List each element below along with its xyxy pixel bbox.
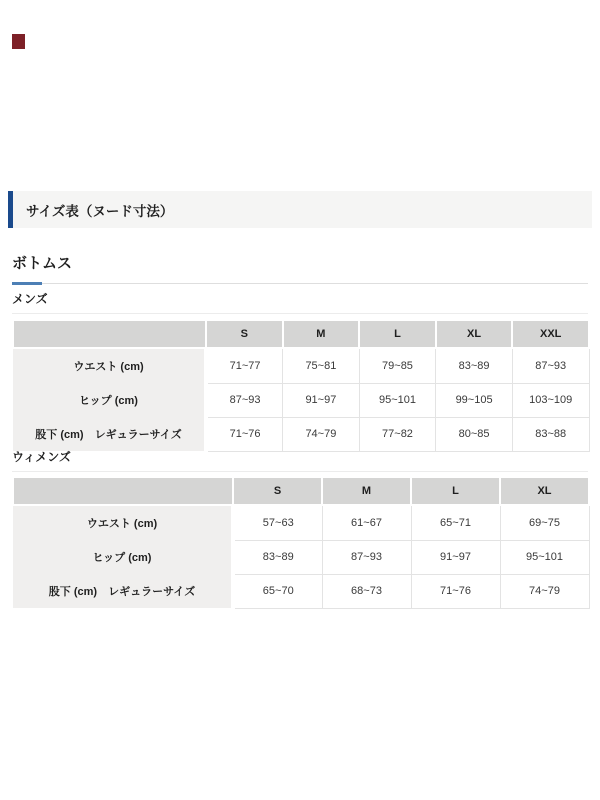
size-value-cell: 71~76 bbox=[411, 574, 500, 608]
size-col-header: M bbox=[283, 320, 360, 348]
table-row bbox=[13, 417, 589, 451]
womens-size-table bbox=[12, 476, 590, 609]
size-value-cell: 95~101 bbox=[500, 540, 589, 574]
mens-size-table bbox=[12, 319, 590, 452]
size-value-cell: 83~89 bbox=[436, 348, 513, 383]
womens-header-row bbox=[13, 477, 589, 505]
size-col-header: L bbox=[359, 320, 436, 348]
size-col-header: S bbox=[206, 320, 283, 348]
size-value-cell: 87~93 bbox=[512, 348, 589, 383]
size-value-cell: 69~75 bbox=[500, 505, 589, 540]
size-value-cell: 91~97 bbox=[283, 383, 360, 417]
size-value-cell: 68~73 bbox=[322, 574, 411, 608]
table-row bbox=[13, 348, 589, 383]
red-marker-icon bbox=[12, 34, 25, 49]
size-col-header: XL bbox=[436, 320, 513, 348]
table-row bbox=[13, 505, 589, 540]
size-value-cell: 83~89 bbox=[233, 540, 322, 574]
row-label-waist: ウエスト (cm) bbox=[13, 348, 206, 383]
size-col-header: S bbox=[233, 477, 322, 505]
row-label-inseam: 股下 (cm) レギュラーサイズ bbox=[13, 417, 206, 451]
size-value-cell: 95~101 bbox=[359, 383, 436, 417]
size-value-cell: 61~67 bbox=[322, 505, 411, 540]
size-value-cell: 103~109 bbox=[512, 383, 589, 417]
size-value-cell: 75~81 bbox=[283, 348, 360, 383]
mens-heading: メンズ bbox=[12, 290, 588, 314]
section-heading-underline bbox=[12, 283, 588, 284]
size-value-cell: 87~93 bbox=[322, 540, 411, 574]
size-col-header: XXL bbox=[512, 320, 589, 348]
row-label-hip: ヒップ (cm) bbox=[13, 540, 233, 574]
section-heading-bottoms: ボトムス bbox=[12, 255, 73, 272]
size-col-header: M bbox=[322, 477, 411, 505]
table-row bbox=[13, 574, 589, 608]
womens-heading: ウィメンズ bbox=[12, 448, 588, 472]
size-value-cell: 99~105 bbox=[436, 383, 513, 417]
size-value-cell: 57~63 bbox=[233, 505, 322, 540]
size-value-cell: 71~77 bbox=[206, 348, 283, 383]
row-label-inseam: 股下 (cm) レギュラーサイズ bbox=[13, 574, 233, 608]
size-col-header: L bbox=[411, 477, 500, 505]
size-col-header: XL bbox=[500, 477, 589, 505]
size-value-cell: 74~79 bbox=[500, 574, 589, 608]
corner-cell bbox=[13, 320, 206, 348]
table-row bbox=[13, 383, 589, 417]
table-row bbox=[13, 540, 589, 574]
size-value-cell: 83~88 bbox=[512, 417, 589, 451]
size-value-cell: 91~97 bbox=[411, 540, 500, 574]
row-label-waist: ウエスト (cm) bbox=[13, 505, 233, 540]
size-value-cell: 80~85 bbox=[436, 417, 513, 451]
corner-cell bbox=[13, 477, 233, 505]
size-value-cell: 74~79 bbox=[283, 417, 360, 451]
row-label-hip: ヒップ (cm) bbox=[13, 383, 206, 417]
mens-header-row bbox=[13, 320, 589, 348]
page-title: サイズ表（ヌード寸法） bbox=[26, 203, 174, 219]
size-chart-title-bar bbox=[8, 191, 592, 228]
size-value-cell: 71~76 bbox=[206, 417, 283, 451]
size-value-cell: 65~70 bbox=[233, 574, 322, 608]
size-value-cell: 87~93 bbox=[206, 383, 283, 417]
size-value-cell: 65~71 bbox=[411, 505, 500, 540]
size-value-cell: 77~82 bbox=[359, 417, 436, 451]
size-value-cell: 79~85 bbox=[359, 348, 436, 383]
